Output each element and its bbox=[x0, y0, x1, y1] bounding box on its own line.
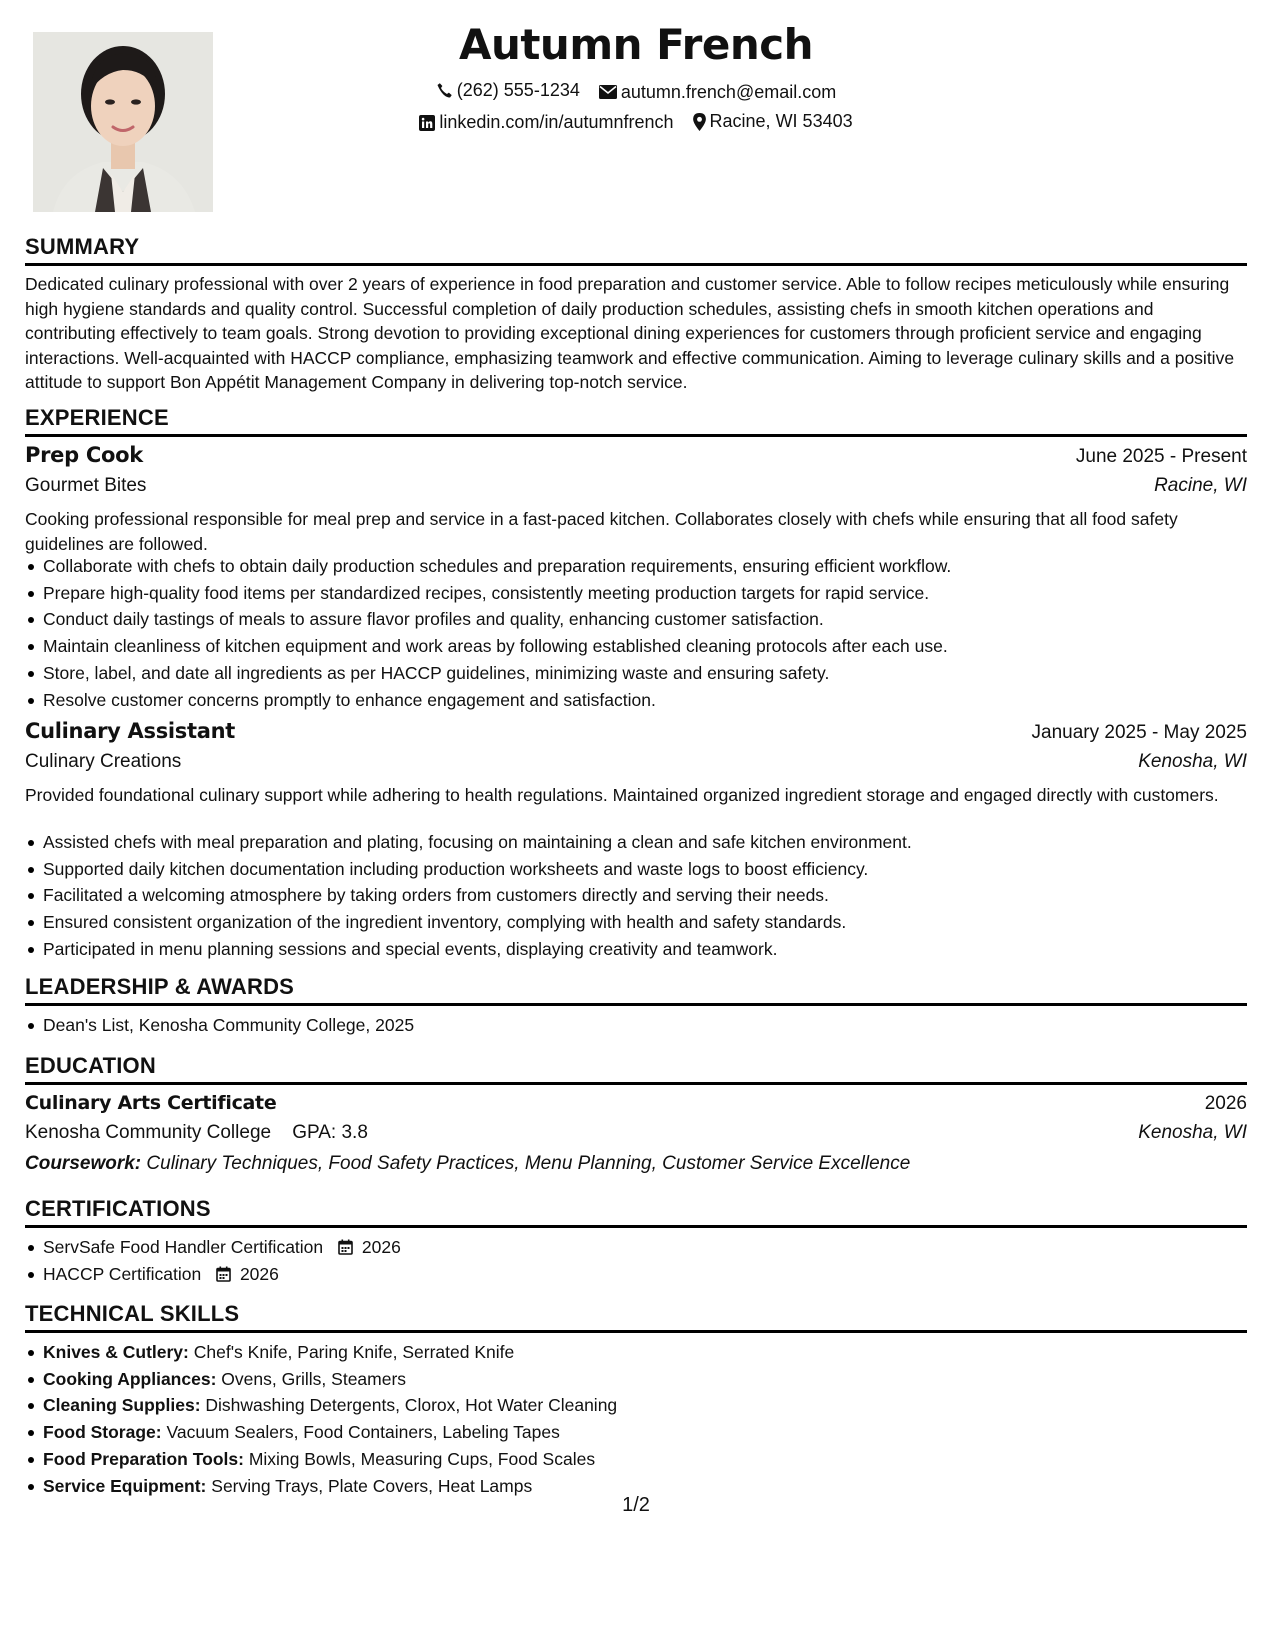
list-item bbox=[43, 1234, 1265, 1261]
education-degree: Culinary Arts Certificate bbox=[25, 1092, 277, 1114]
job-1-subheader bbox=[25, 475, 1247, 497]
page-number: 1/2 bbox=[622, 1494, 650, 1516]
skill-value: Serving Trays, Plate Covers, Heat Lamps bbox=[211, 1475, 533, 1496]
skill-value: Ovens, Grills, Steamers bbox=[221, 1368, 407, 1389]
list-item: Supported daily kitchen documentation including production worksheets and waste logs to boost efficiency. bbox=[43, 856, 1265, 883]
job-2-location: Kenosha, WI bbox=[1138, 751, 1247, 772]
list-item: Ensured consistent organization of the ingredient inventory, complying with health and safety standards. bbox=[43, 909, 1265, 936]
skill-label: Knives & Cutlery: bbox=[43, 1342, 189, 1362]
education-heading: EDUCATION bbox=[25, 1053, 1247, 1085]
education-location: Kenosha, WI bbox=[1138, 1122, 1247, 1143]
list-item: Assisted chefs with meal preparation and plating, focusing on maintaining a clean and safe kitchen environment. bbox=[43, 829, 1265, 856]
summary-text: Dedicated culinary professional with over 2 years of experience in food preparation and customer service. Able to follow recipes meticulously while ensuring high hygiene standards and quality control. Successful completion of daily production schedules, assisting chefs in smooth kitchen operations and contributing effectively to team goals. Strong devotion to providing exceptional dining experiences for customers through proficient service and engaging interactions. Well-acquainted with HACCP compliance, emphasizing teamwork and effective communication. Aiming to leverage culinary skills and a positive attitude to support Bon Appétit Management Company in delivering top-notch service. bbox=[25, 274, 1235, 392]
list-item: Prepare high-quality food items per standardized recipes, consistently meeting production targets for rapid service. bbox=[43, 580, 1265, 607]
skills-list bbox=[25, 1339, 1265, 1499]
list-item bbox=[43, 1446, 1265, 1473]
list-item: Dean's List, Kenosha Community College, 2025 bbox=[43, 1012, 1265, 1039]
candidate-name: Autumn French bbox=[458, 20, 814, 69]
job-2-company: Culinary Creations bbox=[25, 751, 182, 772]
list-item: Conduct daily tastings of meals to assure flavor profiles and quality, enhancing customer satisfaction. bbox=[43, 606, 1265, 633]
phone-icon bbox=[436, 82, 453, 99]
email-contact[interactable] bbox=[599, 82, 836, 103]
certifications-heading: CERTIFICATIONS bbox=[25, 1196, 1247, 1228]
job-2-description: Provided foundational culinary support while adhering to health regulations. Maintained organized ingredient storage and engaged directly with customers. bbox=[25, 785, 1219, 805]
linkedin-icon bbox=[419, 115, 435, 131]
calendar-icon bbox=[216, 1266, 231, 1282]
certification-year: 2026 bbox=[239, 1263, 279, 1284]
contact-row-2 bbox=[25, 111, 1247, 136]
skill-value: Dishwashing Detergents, Clorox, Hot Water Cleaning bbox=[205, 1395, 618, 1416]
job-1-location: Racine, WI bbox=[1154, 475, 1247, 496]
job-2-dates: January 2025 - May 2025 bbox=[1031, 722, 1247, 743]
job-2-header bbox=[25, 719, 1247, 744]
list-item bbox=[43, 1392, 1265, 1419]
education-header bbox=[25, 1092, 1247, 1115]
resume-page bbox=[25, 0, 1247, 1650]
list-item bbox=[43, 1419, 1265, 1446]
linkedin-text: linkedin.com/in/autumnfrench bbox=[439, 112, 674, 132]
certification-name: ServSafe Food Handler Certification bbox=[43, 1237, 324, 1257]
location-contact bbox=[693, 111, 853, 132]
coursework-text: Culinary Techniques, Food Safety Practices, Menu Planning, Customer Service Excellence bbox=[146, 1153, 911, 1174]
skill-label: Cooking Appliances: bbox=[43, 1368, 217, 1389]
phone-text: (262) 555-1234 bbox=[456, 80, 580, 100]
list-item: Maintain cleanliness of kitchen equipment and work areas by following established cleaning protocols after each use. bbox=[43, 633, 1265, 660]
location-text: Racine, WI 53403 bbox=[709, 111, 853, 131]
map-marker-icon bbox=[693, 113, 706, 131]
coursework-label: Coursework: bbox=[25, 1153, 142, 1174]
summary-heading: SUMMARY bbox=[25, 234, 1247, 266]
list-item bbox=[43, 1261, 1265, 1288]
job-1-dates: June 2025 - Present bbox=[1075, 446, 1247, 467]
job-1-company: Gourmet Bites bbox=[25, 475, 147, 496]
list-item: Resolve customer concerns promptly to enhance engagement and satisfaction. bbox=[43, 687, 1265, 714]
coursework-line bbox=[25, 1153, 910, 1175]
calendar-icon bbox=[338, 1239, 353, 1255]
list-item: Facilitated a welcoming atmosphere by taking orders from customers directly and serving their needs. bbox=[43, 882, 1265, 909]
certification-year: 2026 bbox=[361, 1237, 401, 1257]
leadership-list bbox=[25, 1012, 1265, 1039]
skill-label: Food Storage: bbox=[43, 1422, 162, 1443]
education-school-line bbox=[25, 1122, 368, 1144]
linkedin-contact[interactable] bbox=[419, 112, 673, 133]
skill-label: Cleaning Supplies: bbox=[43, 1395, 201, 1416]
job-1-title: Prep Cook bbox=[25, 443, 143, 467]
skill-value: Vacuum Sealers, Food Containers, Labeling Tapes bbox=[166, 1422, 560, 1443]
envelope-icon bbox=[599, 85, 617, 99]
list-item: Collaborate with chefs to obtain daily production schedules and preparation requirements, ensuring efficient workflow. bbox=[43, 553, 1265, 580]
list-item: Participated in menu planning sessions and special events, displaying creativity and teamwork. bbox=[43, 936, 1265, 963]
job-2-bullets bbox=[25, 829, 1265, 963]
experience-heading: EXPERIENCE bbox=[25, 405, 1247, 437]
education-year: 2026 bbox=[1204, 1093, 1247, 1114]
job-2-subheader bbox=[25, 751, 1247, 773]
job-2-title: Culinary Assistant bbox=[25, 719, 235, 743]
list-item bbox=[43, 1339, 1265, 1366]
job-1-header bbox=[25, 443, 1247, 468]
job-1-description: Cooking professional responsible for meal prep and service in a fast-paced kitchen. Collaborates closely with chefs while ensuring that all food safety guidelines are followed. bbox=[25, 509, 1178, 554]
education-school: Kenosha Community College bbox=[25, 1122, 272, 1143]
skill-label: Food Preparation Tools: bbox=[43, 1448, 244, 1469]
leadership-heading: LEADERSHIP & AWARDS bbox=[25, 974, 1247, 1006]
list-item bbox=[43, 1366, 1265, 1393]
skill-value: Chef's Knife, Paring Knife, Serrated Knife bbox=[193, 1342, 515, 1362]
skills-heading: TECHNICAL SKILLS bbox=[25, 1301, 1247, 1333]
skill-value: Mixing Bowls, Measuring Cups, Food Scales bbox=[248, 1448, 596, 1469]
phone-contact[interactable] bbox=[436, 80, 580, 101]
list-item: Store, label, and date all ingredients as per HACCP guidelines, minimizing waste and ensuring safety. bbox=[43, 660, 1265, 687]
job-1-bullets bbox=[25, 553, 1265, 713]
skill-label: Service Equipment: bbox=[43, 1475, 207, 1496]
certification-name: HACCP Certification bbox=[43, 1263, 202, 1284]
email-text: autumn.french@email.com bbox=[620, 81, 837, 102]
contact-row-1 bbox=[25, 80, 1247, 104]
certifications-list bbox=[25, 1234, 1265, 1287]
education-subheader bbox=[25, 1122, 1247, 1144]
education-gpa: GPA: 3.8 bbox=[292, 1122, 368, 1143]
